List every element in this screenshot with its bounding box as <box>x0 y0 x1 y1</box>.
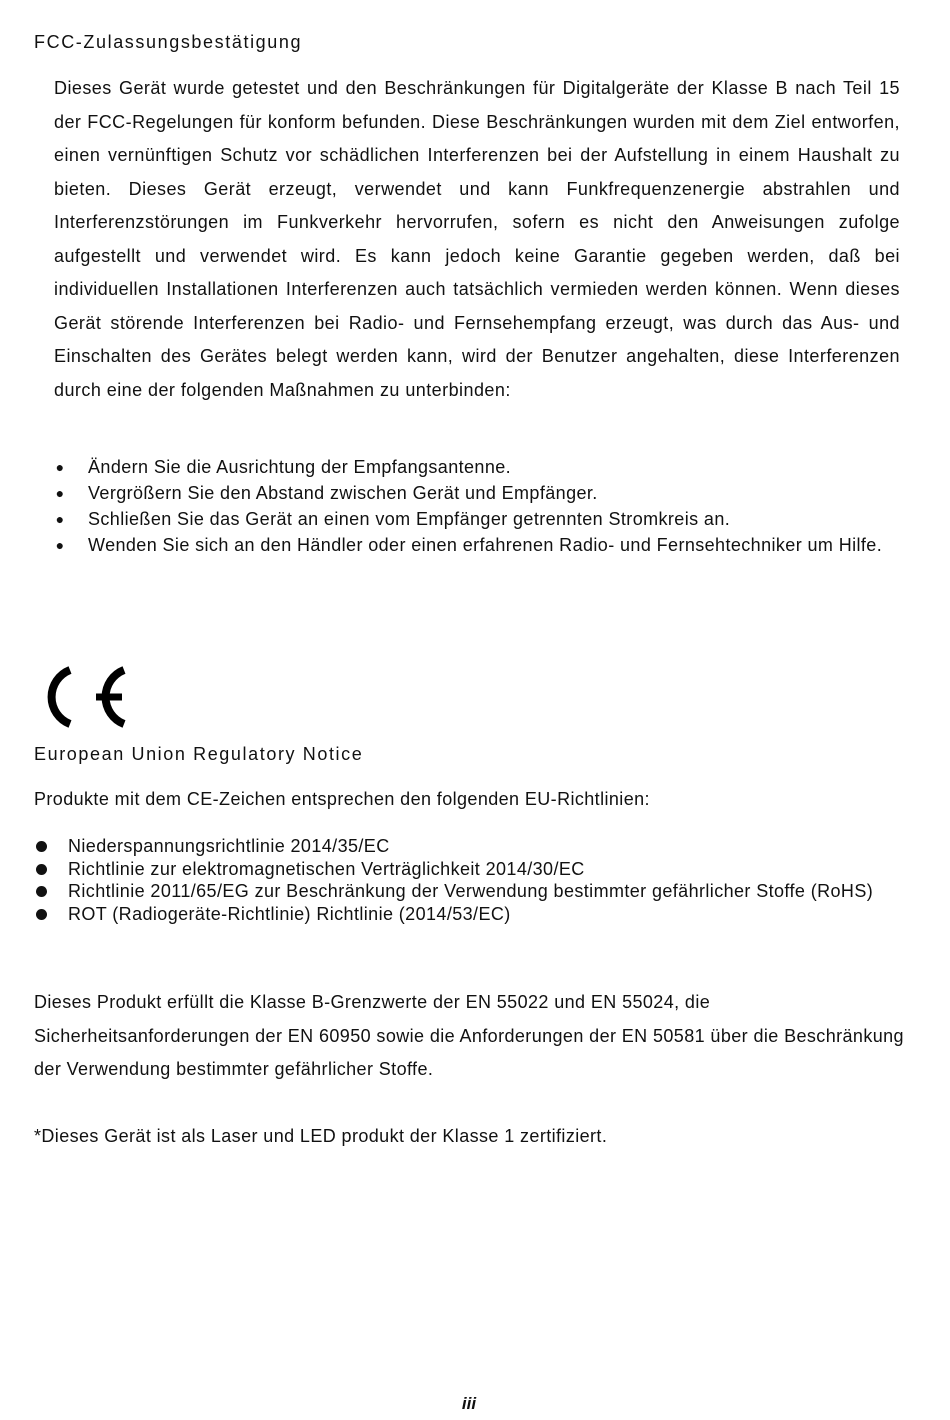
list-item <box>34 880 914 903</box>
list-item-text: Wenden Sie sich an den Händler oder einen erfahrenen Radio- und Fernsehtechniker um Hilfe. <box>88 535 883 555</box>
list-item-text: Richtlinie zur elektromagnetischen Verträglichkeit 2014/30/EC <box>68 858 585 879</box>
fcc-heading: FCC-Zulassungsbestätigung <box>34 32 303 52</box>
eu-intro: Produkte mit dem CE-Zeichen entsprechen den folgenden EU-Richtlinien: <box>34 789 650 809</box>
eu-heading: European Union Regulatory Notice <box>34 744 364 764</box>
bullet-icon <box>36 864 47 875</box>
list-item <box>34 858 914 881</box>
list-item <box>54 506 924 532</box>
bullet-icon <box>36 841 47 852</box>
list-item-text: Ändern Sie die Ausrichtung der Empfangsantenne. <box>88 457 512 477</box>
ce-mark-icon <box>30 662 130 732</box>
fcc-paragraph: Dieses Gerät wurde getestet und den Beschränkungen für Digitalgeräte der Klasse B nach Teil 15 der FCC-Regelungen für konform befunden. Diese Beschränkungen wurden mit dem Ziel entworfen, einen vernünftigen Schutz vor schädlichen Interferenzen bei der Aufstellung in einem Haushalt zu bieten. Dieses Gerät erzeugt, verwendet und kann Funkfrequenzenergie abstrahlen und Interferenzstörungen im Funkverkehr hervorrufen, sofern es nicht den Anweisungen zufolge aufgestellt und verwendet wird. Es kann jedoch keine Garantie gegeben werden, daß bei individuellen Installationen Interferenzen auch tatsächlich vermieden werden können. Wenn dieses Gerät störende Interferenzen bei Radio- und Fernsehempfang erzeugt, was durch das Aus- und Einschalten des Gerätes belegt werden kann, wird der Benutzer angehalten, diese Interferenzen durch eine der folgenden Maßnahmen zu unterbinden: <box>54 78 900 400</box>
page-number: iii <box>461 1394 477 1413</box>
list-item-text: Richtlinie 2011/65/EG zur Beschränkung der Verwendung bestimmter gefährlicher Stoffe (RoHS) <box>68 881 874 901</box>
list-item-text: ROT (Radiogeräte-Richtlinie) Richtlinie (2014/53/EC) <box>68 903 511 924</box>
bullet-icon: ● <box>55 485 65 501</box>
bullet-icon <box>36 886 47 897</box>
bullet-icon: ● <box>55 459 65 475</box>
footnote: *Dieses Gerät ist als Laser und LED produkt der Klasse 1 zertifiziert. <box>34 1126 608 1146</box>
list-item <box>54 454 924 480</box>
list-item <box>34 835 914 858</box>
list-item <box>54 532 924 558</box>
eu-compliance-paragraph: Dieses Produkt erfüllt die Klasse B-Grenzwerte der EN 55022 und EN 55024, die Sicherheitsanforderungen der EN 60950 sowie die Anforderungen der EN 50581 über die Beschränkung der Verwendung bestimmter gefährlicher Stoffe. <box>34 992 904 1079</box>
list-item-text: Schließen Sie das Gerät an einen vom Empfänger getrennten Stromkreis an. <box>88 509 731 529</box>
list-item <box>34 903 914 926</box>
list-item <box>54 480 924 506</box>
list-item-text: Niederspannungsrichtlinie 2014/35/EC <box>68 836 390 856</box>
eu-directives-list <box>34 835 914 925</box>
bullet-icon <box>36 909 47 920</box>
bullet-icon: ● <box>55 511 65 527</box>
fcc-measures-list <box>54 454 924 558</box>
bullet-icon: ● <box>55 537 65 553</box>
list-item-text: Vergrößern Sie den Abstand zwischen Gerät und Empfänger. <box>88 483 598 503</box>
